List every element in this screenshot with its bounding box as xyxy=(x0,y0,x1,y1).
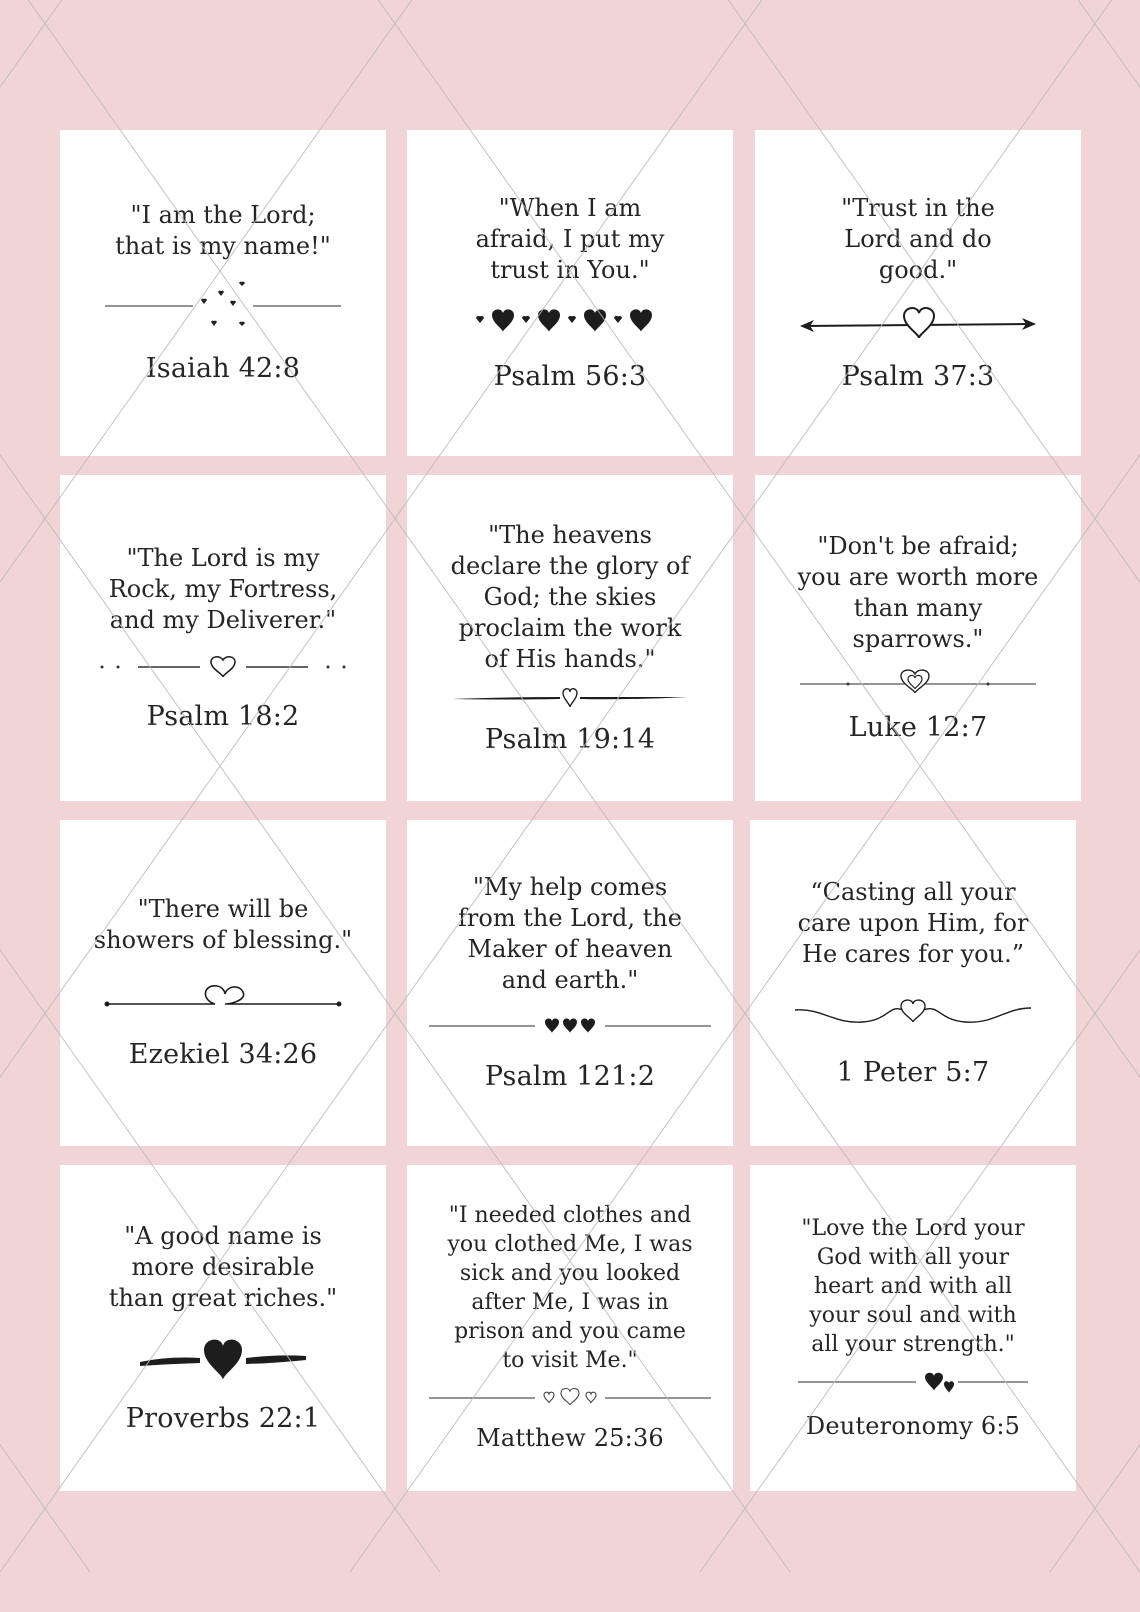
verse-card xyxy=(755,130,1081,456)
verse-card xyxy=(60,820,386,1146)
dotted-heart-divider-icon xyxy=(98,652,348,682)
brush-heart-divider-icon xyxy=(138,1336,308,1382)
double-heart-divider-icon xyxy=(798,667,1038,697)
verse-reference: Proverbs 22:1 xyxy=(125,1402,321,1434)
verse-quote: "There will be showers of blessing." xyxy=(93,895,353,954)
outline-hearts-divider-icon xyxy=(427,1387,713,1407)
verse-reference: Ezekiel 34:26 xyxy=(128,1039,318,1070)
three-hearts-divider-icon xyxy=(427,1014,713,1038)
verse-quote: "When I am afraid, I put my trust in You." xyxy=(475,193,665,284)
loop-heart-divider-icon xyxy=(103,976,343,1016)
verse-reference: Psalm 18:2 xyxy=(146,700,300,732)
verse-quote: "Love the Lord your God with all your heart and with all your soul and with all your strength." xyxy=(801,1215,1025,1357)
verse-quote: "The heavens declare the glory of God; the skies proclaim the work of His hands." xyxy=(450,520,690,673)
verse-quote: "My help comes from the Lord, the Maker of heaven and earth." xyxy=(458,873,682,994)
tapered-heart-divider-icon xyxy=(450,685,690,711)
verse-reference: Psalm 121:2 xyxy=(484,1061,656,1092)
verse-card xyxy=(750,1165,1076,1491)
verse-quote: “Casting all your care upon Him, for He cares for you.” xyxy=(797,877,1029,968)
verse-reference: 1 Peter 5:7 xyxy=(836,1056,990,1088)
verse-card xyxy=(60,130,386,456)
verse-reference: Psalm 37:3 xyxy=(841,360,995,392)
verse-card xyxy=(407,130,733,456)
verse-card xyxy=(407,475,733,801)
scattered-small-hearts-divider-icon xyxy=(103,278,343,334)
verse-reference: Psalm 56:3 xyxy=(493,360,647,392)
verse-card xyxy=(60,475,386,801)
verse-card xyxy=(60,1165,386,1491)
verse-quote: "I needed clothes and you clothed Me, I was sick and you looked after Me, I was in prison and you came to visit Me." xyxy=(447,1203,693,1373)
verse-quote: "A good name is more desirable than great riches." xyxy=(108,1221,338,1312)
verse-reference: Luke 12:7 xyxy=(848,712,988,743)
verse-card xyxy=(407,1165,733,1491)
verse-reference: Isaiah 42:8 xyxy=(145,353,301,384)
verse-reference: Deuteronomy 6:5 xyxy=(805,1411,1021,1440)
verse-card xyxy=(755,475,1081,801)
verse-quote: "The Lord is my Rock, my Fortress, and my Deliverer." xyxy=(108,543,338,634)
verse-reference: Matthew 25:36 xyxy=(476,1424,664,1452)
verse-quote: "Don't be afraid; you are worth more than many sparrows." xyxy=(797,532,1039,653)
wave-heart-divider-icon xyxy=(793,992,1033,1032)
verse-quote: "I am the Lord; that is my name!" xyxy=(115,201,331,260)
verse-quote: "Trust in the Lord and do good." xyxy=(841,193,995,284)
two-hearts-divider-icon xyxy=(796,1371,1030,1395)
verse-card xyxy=(407,820,733,1146)
heart-row-icon xyxy=(470,302,670,342)
heart-arrow-icon xyxy=(798,302,1038,342)
verse-card xyxy=(750,820,1076,1146)
verse-reference: Psalm 19:14 xyxy=(484,723,656,755)
